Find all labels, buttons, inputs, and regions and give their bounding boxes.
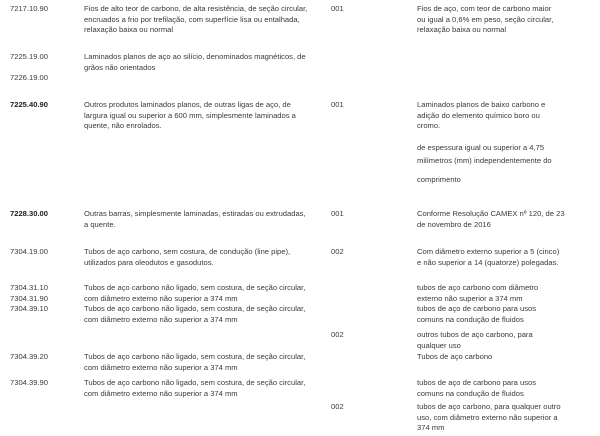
description-line: Fios de alto teor de carbono, de alta resistência, de seção circular, — [84, 4, 308, 13]
ncm-code: 7304.39.90 — [10, 378, 49, 387]
description-line: Tubos de aço carbono não ligado, sem costura, de seção circular, — [84, 378, 306, 387]
ncm-code: 7304.31.90 — [10, 293, 49, 303]
note-line: ou igual a 0,6% em peso, seção circular, — [417, 14, 554, 24]
description-line: Tubos de aço carbono, sem costura, de condução (line pipe), — [84, 247, 291, 256]
note-line: qualquer uso — [417, 340, 461, 350]
note-line: comprimento — [417, 175, 461, 184]
description-line: encruados a frio por trefilação, com superfície lisa ou entalhada, — [84, 14, 300, 24]
ncm-code: 7304.39.10 — [10, 304, 49, 313]
note-line: Fios de aço, com teor de carbono maior — [417, 4, 552, 13]
note-line: tubos de aço carbono com diâmetro — [417, 283, 539, 292]
note-line: de novembro de 2016 — [417, 220, 491, 229]
note-line: Conforme Resolução CAMEX nº 120, de 23 — [417, 209, 565, 218]
description-line: Tubos de aço carbono não ligado, sem costura, de seção circular, — [84, 352, 306, 361]
description-line: quente, não enrolados. — [84, 121, 162, 130]
ex-number: 002 — [331, 402, 344, 411]
note-line: de espessura igual ou superior a 4,75 — [417, 143, 545, 152]
note-line: milímetros (mm) independentemente do — [417, 156, 552, 165]
ex-number: 001 — [331, 209, 344, 218]
description-line: grãos não orientados — [84, 62, 156, 72]
ex-number: 002 — [331, 247, 344, 256]
ex-number: 001 — [331, 100, 344, 109]
note-line: outros tubos de aço carbono, para — [417, 330, 533, 339]
description-line: Tubos de aço carbono não ligado, sem costura, de seção circular, — [84, 283, 306, 292]
note-line: cromo. — [417, 121, 441, 130]
description-line: com diâmetro externo não superior a 374 mm — [84, 293, 238, 303]
note-line: relaxação baixa ou normal — [417, 25, 507, 34]
note-line: externo não superior a 374 mm — [417, 293, 523, 303]
note-line: comuns na condução de fluidos — [417, 314, 524, 324]
note-line: adição do elemento químico boro ou — [417, 110, 540, 120]
ncm-code: 7304.19.00 — [10, 247, 49, 256]
note-line: Laminados planos de baixo carbono e — [417, 100, 546, 109]
description-line: utilizados para oleodutos e gasodutos. — [84, 258, 214, 267]
note-line: 374 mm — [417, 423, 445, 432]
ex-number: 001 — [331, 4, 344, 13]
description-line: com diâmetro externo não superior a 374 mm — [84, 314, 238, 324]
note-line: tubos de aço carbono, para qualquer outro — [417, 402, 561, 411]
note-line: tubos de aço de carbono para usos — [417, 304, 537, 313]
description-line: Tubos de aço carbono não ligado, sem costura, de seção circular, — [84, 304, 306, 313]
description-line: com diâmetro externo não superior a 374 mm — [84, 362, 238, 372]
ncm-code: 7217.10.90 — [10, 4, 49, 13]
ncm-code: 7304.39.20 — [10, 352, 49, 361]
description-line: a quente. — [84, 220, 116, 229]
ex-number: 002 — [331, 330, 344, 339]
description-line: largura igual ou superior a 600 mm, simplesmente laminados a — [84, 110, 296, 120]
description-line: Outros produtos laminados planos, de outras ligas de aço, de — [84, 100, 291, 109]
note-line: Com diâmetro externo superior a 5 (cinco) — [417, 247, 560, 256]
note-line: uso, com diâmetro externo não superior a — [417, 412, 558, 422]
note-line: comuns na condução de fluidos — [417, 388, 524, 398]
ncm-code: 7225.19.00 — [10, 52, 49, 61]
ncm-code: 7226.19.00 — [10, 73, 49, 82]
description-line: com diâmetro externo não superior a 374 mm — [84, 388, 238, 398]
note-line: Tubos de aço carbono — [417, 352, 493, 361]
ncm-code: 7228.30.00 — [10, 209, 49, 218]
ncm-code: 7225.40.90 — [10, 100, 49, 109]
description-line: relaxação baixa ou normal — [84, 25, 174, 34]
description-line: Laminados planos de aço ao silício, denominados magnéticos, de — [84, 52, 306, 61]
note-line: e não superior a 14 (quatorze) polegadas. — [417, 258, 559, 267]
note-line: tubos de aço de carbono para usos — [417, 378, 537, 387]
description-line: Outras barras, simplesmente laminadas, estiradas ou extrudadas, — [84, 209, 306, 218]
ncm-code: 7304.31.10 — [10, 283, 49, 292]
